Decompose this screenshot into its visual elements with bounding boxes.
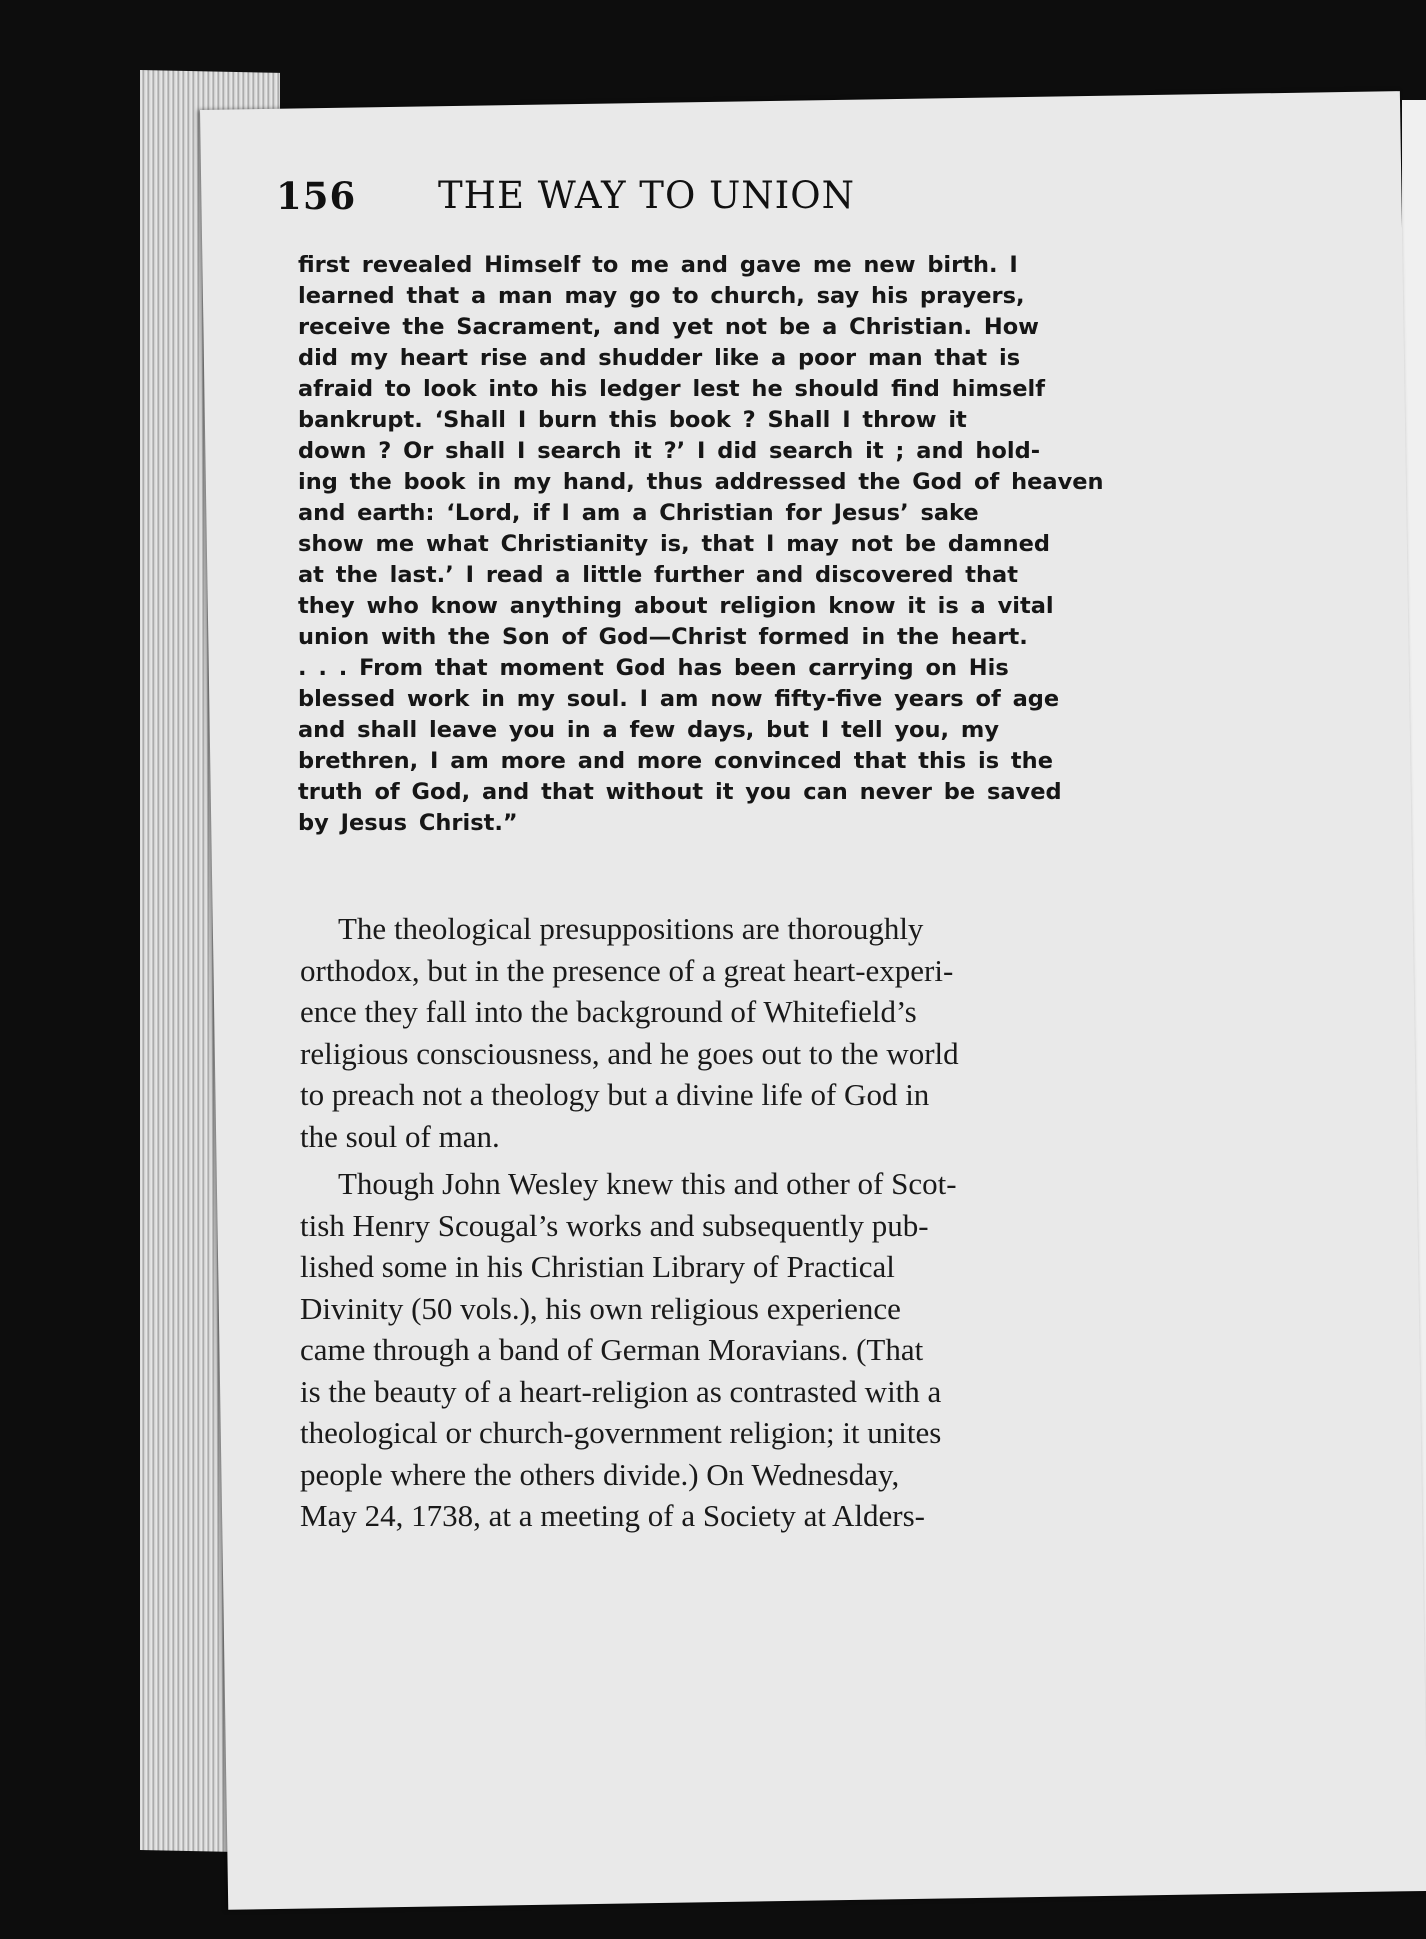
quote-line: learned that a man may go to church, say his prayers, [298, 283, 1025, 309]
quoted-passage [298, 250, 1118, 839]
body-line: Divinity (50 vols.), his own religious experience [300, 1290, 901, 1326]
page-number: 156 [276, 174, 357, 218]
quote-line: and earth: ‘Lord, if I am a Christian for Jesus’ sake [298, 500, 979, 526]
body-line: orthodox, but in the presence of a great heart-experi- [300, 952, 954, 988]
quote-line: blessed work in my soul. I am now fifty-five years of age [298, 686, 1060, 712]
body-line: lished some in his Christian Library of Practical [300, 1249, 895, 1284]
body-line: The theological presuppositions are thoroughly [338, 911, 924, 946]
quote-line: brethren, I am more and more convinced that this is the [298, 748, 1053, 774]
body-line: is the beauty of a heart-religion as contrasted with a [300, 1373, 942, 1409]
body-line: religious consciousness, and he goes out to the world [300, 1035, 959, 1071]
body-line: people where the others divide.) On Wednesday, [300, 1456, 900, 1492]
body-line: Though John Wesley knew this and other of Scot- [338, 1166, 957, 1201]
body-line: ence they fall into the background of Whitefield’s [300, 994, 917, 1029]
body-line: came through a band of German Moravians. (That [300, 1332, 924, 1367]
quote-line: truth of God, and that without it you can never be saved [298, 779, 1062, 805]
quote-line: did my heart rise and shudder like a poor man that is [298, 345, 1021, 371]
body-text [300, 908, 1120, 1537]
quote-line: . . . From that moment God has been carrying on His [298, 655, 1009, 681]
running-head [276, 174, 1106, 234]
body-line: tish Henry Scougal’s works and subsequently pub- [300, 1207, 929, 1243]
quote-line: ing the book in my hand, thus addressed the God of heaven [298, 469, 1104, 495]
quote-line: bankrupt. ‘Shall I burn this book ? Shall I throw it [298, 407, 967, 433]
quote-line: they who know anything about religion know it is a vital [298, 593, 1054, 619]
body-line: the soul of man. [300, 1118, 500, 1154]
quote-line: and shall leave you in a few days, but I tell you, my [298, 717, 999, 743]
quote-line: first revealed Himself to me and gave me new birth. I [298, 252, 1018, 278]
quote-line: down ? Or shall I search it ?’ I did search it ; and hold- [298, 438, 1041, 464]
paragraph-wesley [300, 1163, 1120, 1537]
body-line: theological or church-government religion; it unites [300, 1415, 942, 1450]
quote-line: at the last.’ I read a little further and discovered that [298, 562, 1018, 588]
quote-line: by Jesus Christ.” [298, 810, 518, 836]
quote-line: receive the Sacrament, and yet not be a Christian. How [298, 314, 1039, 340]
body-line: May 24, 1738, at a meeting of a Society at Alders- [300, 1498, 926, 1533]
running-title: THE WAY TO UNION [438, 174, 855, 217]
quote-line: show me what Christianity is, that I may not be damned [298, 531, 1051, 557]
quote-line: afraid to look into his ledger lest he should find himself [298, 376, 1046, 402]
paragraph-whitefield [300, 908, 1120, 1157]
quote-line: union with the Son of God—Christ formed in the heart. [298, 624, 1028, 650]
body-line: to preach not a theology but a divine life of God in [300, 1077, 930, 1112]
